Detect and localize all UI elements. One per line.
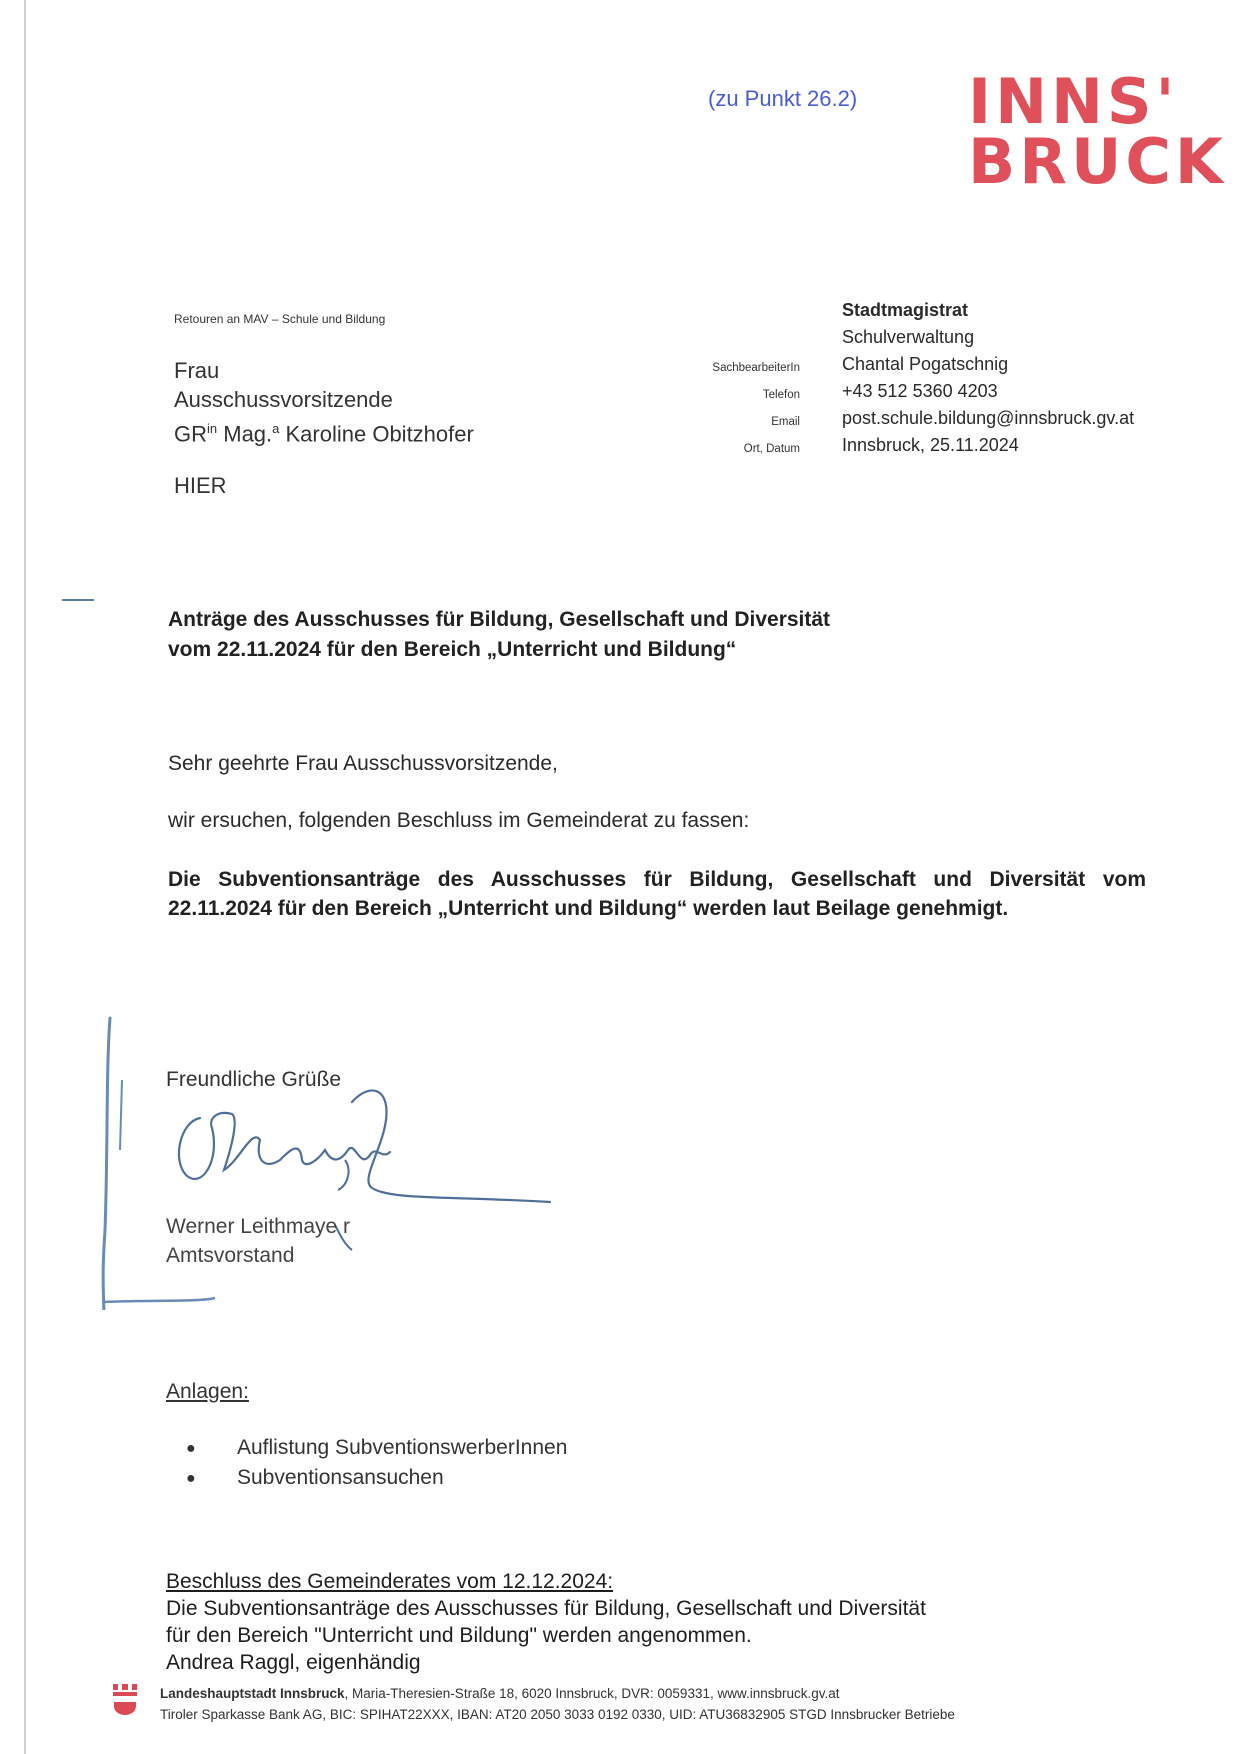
salutation: Sehr geehrte Frau Ausschussvorsitzende, — [168, 752, 558, 775]
council-decision — [166, 1568, 926, 1676]
bullet-icon: ● — [186, 1439, 196, 1457]
footer-line-1 — [160, 1683, 955, 1704]
sender-block — [712, 298, 1160, 460]
sender-label-clerk: SachbearbeiterIn — [712, 362, 800, 374]
subject-line-1: Anträge des Ausschusses für Bildung, Gesellschaft und Diversität — [168, 608, 831, 631]
footer-line-2: Tiroler Sparkasse Bank AG, BIC: SPIHAT22XXX, IBAN: AT20 2050 3033 0192 0330, UID: ATU36832905 STGD Innsbrucker Betriebe — [160, 1707, 955, 1722]
sender-value-date: Innsbruck, 25.11.2024 — [842, 435, 1019, 455]
recipient-line-1: Frau — [174, 358, 220, 383]
innsbruck-logo — [968, 65, 1227, 198]
sender-label-email: Email — [771, 416, 800, 428]
attachments-list — [186, 1433, 567, 1493]
recipient-hier: HIER — [174, 473, 227, 498]
recipient-address — [174, 356, 474, 448]
logo-line-2: BRUCK — [968, 125, 1227, 198]
bullet-icon: ● — [186, 1469, 196, 1487]
subject-line-2: vom 22.11.2024 für den Bereich „Unterricht und Bildung“ — [168, 638, 737, 661]
signer-name-line — [166, 1212, 350, 1241]
fold-mark — [62, 599, 94, 601]
request-text: wir ersuchen, folgenden Beschluss im Gemeinderat zu fassen: — [168, 809, 750, 832]
signer-title: Amtsvorstand — [166, 1244, 295, 1267]
decision-line-3: Andrea Raggl, eigenhändig — [166, 1651, 421, 1674]
decision-heading: Beschluss des Gemeinderates vom 12.12.2024: — [166, 1570, 614, 1593]
logo-line-1: INNS' — [968, 65, 1179, 138]
sender-value-email: post.schule.bildung@innsbruck.gv.at — [842, 408, 1135, 428]
recipient-line-3 — [174, 414, 474, 448]
recipient-name: Karoline Obitzhofer — [279, 421, 474, 447]
footer — [160, 1683, 955, 1725]
agenda-reference: (zu Punkt 26.2) — [708, 86, 858, 111]
page-edge-line — [24, 0, 26, 1754]
sender-dept: Schulverwaltung — [842, 327, 975, 347]
closing-greeting: Freundliche Grüße — [166, 1068, 342, 1091]
attachments-heading: Anlagen: — [166, 1380, 249, 1403]
decision-line-1: Die Subventionsanträge des Ausschusses für Bildung, Gesellschaft und Diversität — [166, 1597, 926, 1620]
attachment-label: Auflistung SubventionswerberInnen — [237, 1436, 568, 1459]
list-item — [186, 1463, 567, 1493]
sender-label-phone: Telefon — [762, 389, 800, 401]
recipient-title: GR — [174, 421, 207, 447]
sender-org: Stadtmagistrat — [842, 300, 969, 320]
subject-heading — [168, 605, 830, 665]
recipient-degree-sup: a — [272, 421, 280, 436]
recipient-line-2: Ausschussvorsitzende — [174, 387, 393, 412]
sender-value-phone: +43 512 5360 4203 — [842, 381, 998, 401]
decision-line-2: für den Bereich "Unterricht und Bildung" werden angenommen. — [166, 1624, 752, 1647]
sender-label-date: Ort, Datum — [743, 443, 800, 455]
resolution-text: Die Subventionsanträge des Ausschusses für Bildung, Gesellschaft und Diversität vom 22.11.2024 für den Bereich „Unterricht und Bildung“ werden laut Beilage genehmigt. — [168, 868, 1146, 920]
footer-city: Landeshauptstadt Innsbruck — [160, 1686, 345, 1701]
recipient-degree: Mag. — [217, 421, 273, 447]
footer-address: , Maria-Theresien-Straße 18, 6020 Innsbruck, DVR: 0059331, www.innsbruck.gv.at — [344, 1686, 840, 1701]
recipient-title-sup: in — [207, 421, 218, 436]
city-crest-icon — [110, 1682, 140, 1716]
return-address: Retouren an MAV – Schule und Bildung — [174, 312, 386, 326]
sender-value-clerk: Chantal Pogatschnig — [842, 354, 1009, 374]
signer-name-end: r — [343, 1215, 351, 1238]
attachment-label: Subventionsansuchen — [237, 1465, 444, 1489]
signer-name: Werner Leithmaye — [166, 1215, 338, 1238]
list-item — [186, 1433, 567, 1463]
signer-block — [166, 1212, 350, 1270]
